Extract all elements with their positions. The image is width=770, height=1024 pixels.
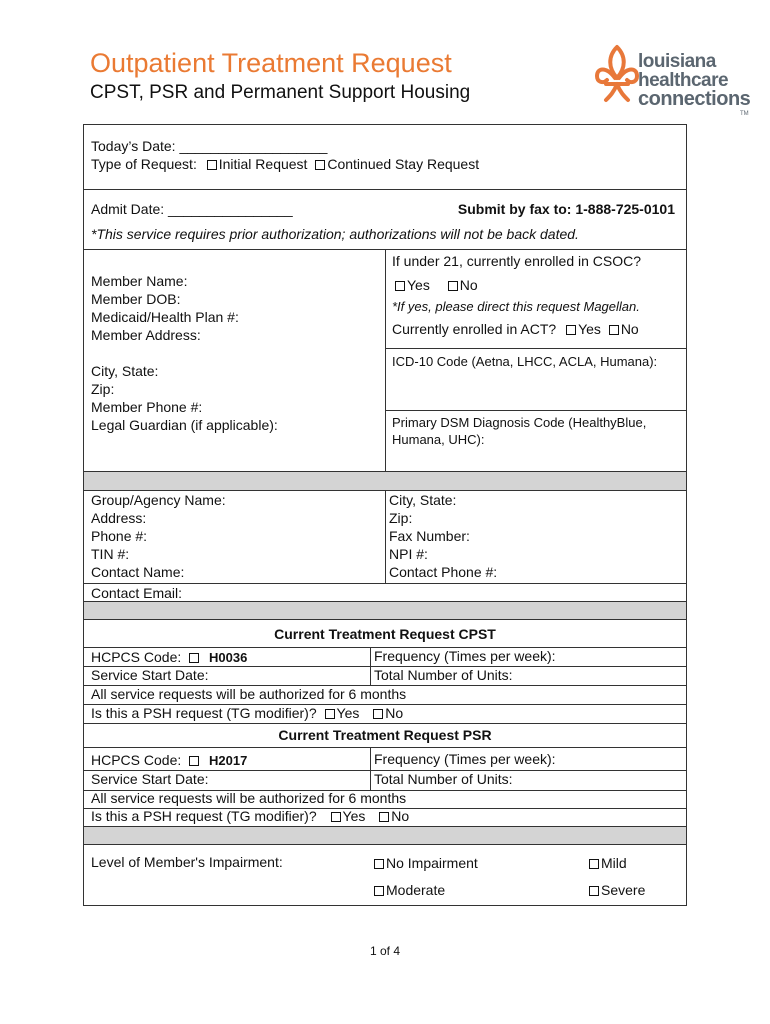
member-phone-field[interactable]: Member Phone #: — [91, 399, 203, 415]
legal-guardian-field[interactable]: Legal Guardian (if applicable): — [91, 417, 278, 433]
fleur-de-lis-icon — [594, 44, 640, 106]
request-form — [83, 124, 687, 906]
contact-phone-field[interactable]: Contact Phone #: — [389, 564, 498, 580]
agency-address-field[interactable]: Address: — [91, 510, 147, 526]
cpst-psh-row — [91, 705, 403, 722]
cpst-psh-no-checkbox[interactable] — [373, 709, 383, 719]
csoc-question: If under 21, currently enrolled in CSOC? — [392, 253, 642, 269]
agency-tin-field[interactable]: TIN #: — [91, 546, 130, 562]
psr-psh-yes-label: Yes — [342, 808, 366, 824]
cpst-heading: Current Treatment Request CPST — [274, 626, 496, 642]
divider — [84, 601, 686, 602]
act-no-checkbox[interactable] — [609, 325, 619, 335]
divider — [385, 410, 686, 411]
member-zip-field[interactable]: Zip: — [91, 381, 115, 397]
member-dob-field[interactable]: Member DOB: — [91, 291, 181, 307]
member-city-state-field[interactable]: City, State: — [91, 363, 159, 379]
csoc-no-option[interactable] — [448, 277, 478, 293]
dsm-code-field[interactable]: Primary DSM Diagnosis Code (HealthyBlue, — [392, 415, 647, 430]
logo-line-1: louisiana — [638, 51, 716, 72]
agency-zip-field[interactable]: Zip: — [389, 510, 413, 526]
form-subtitle: CPST, PSR and Permanent Support Housing — [90, 82, 471, 103]
psr-psh-question: Is this a PSH request (TG modifier)? — [91, 808, 317, 824]
psr-psh-row — [91, 808, 409, 825]
cpst-psh-no-option[interactable] — [373, 705, 403, 721]
psr-units-field[interactable]: Total Number of Units: — [374, 771, 513, 787]
agency-name-field[interactable]: Group/Agency Name: — [91, 492, 226, 508]
moderate-option[interactable] — [374, 882, 445, 899]
icd10-field[interactable]: ICD-10 Code (Aetna, LHCC, ACLA, Humana): — [392, 354, 658, 369]
initial-request-option[interactable] — [207, 156, 308, 172]
section-separator — [84, 471, 686, 490]
csoc-yes-label: Yes — [407, 277, 430, 293]
admit-date-field[interactable]: Admit Date: ________________ — [91, 201, 293, 217]
cpst-psh-yes-checkbox[interactable] — [325, 709, 335, 719]
section-separator — [84, 826, 686, 844]
dsm-code-field-line2: Humana, UHC): — [392, 432, 485, 447]
request-type-label: Type of Request: — [91, 156, 197, 172]
contact-email-field[interactable]: Contact Email: — [91, 585, 183, 601]
divider — [385, 348, 686, 349]
cpst-start-date-field[interactable]: Service Start Date: — [91, 667, 209, 683]
divider — [84, 471, 686, 472]
psr-hcpcs-label: HCPCS Code: — [91, 752, 182, 768]
logo-line-3: connections — [638, 88, 751, 110]
lhc-logo — [594, 40, 754, 122]
prior-auth-note: *This service requires prior authorization; authorizations will not be back dated. — [91, 226, 579, 242]
continued-stay-checkbox[interactable] — [315, 160, 325, 170]
psr-psh-yes-option[interactable] — [331, 808, 366, 824]
divider — [84, 826, 686, 827]
divider — [84, 583, 686, 584]
psr-psh-no-checkbox[interactable] — [379, 812, 389, 822]
request-type-row — [91, 156, 479, 173]
fax-number: Submit by fax to: 1-888-725-0101 — [457, 201, 675, 217]
act-no-option[interactable] — [609, 321, 639, 337]
cpst-hcpcs-code: H0036 — [209, 650, 248, 665]
logo-line-2: healthcare — [638, 70, 729, 91]
column-divider — [385, 249, 386, 471]
member-name-field[interactable]: Member Name: — [91, 273, 188, 289]
act-no-label: No — [620, 321, 639, 337]
no-impairment-label: No Impairment — [386, 855, 478, 871]
initial-request-checkbox[interactable] — [207, 160, 217, 170]
psr-psh-yes-checkbox[interactable] — [331, 812, 341, 822]
csoc-yes-option[interactable] — [395, 277, 430, 293]
psr-frequency-field[interactable]: Frequency (Times per week): — [374, 751, 556, 767]
act-row — [392, 321, 639, 338]
agency-city-state-field[interactable]: City, State: — [389, 492, 457, 508]
csoc-options — [395, 277, 478, 294]
severe-option[interactable] — [589, 882, 645, 899]
psr-heading: Current Treatment Request PSR — [278, 727, 492, 743]
psr-hcpcs-code: H2017 — [209, 753, 248, 768]
todays-date-field[interactable]: Today’s Date: ___________________ — [91, 138, 328, 154]
severe-checkbox[interactable] — [589, 886, 599, 896]
cpst-psh-question: Is this a PSH request (TG modifier)? — [91, 705, 317, 721]
act-yes-label: Yes — [578, 321, 601, 337]
cpst-hcpcs-checkbox[interactable] — [189, 653, 199, 663]
act-question: Currently enrolled in ACT? — [392, 321, 557, 337]
no-impairment-checkbox[interactable] — [374, 859, 384, 869]
divider — [84, 747, 686, 748]
member-address-field[interactable]: Member Address: — [91, 327, 201, 343]
continued-stay-option[interactable] — [315, 156, 479, 172]
page-number: 1 of 4 — [369, 944, 401, 958]
mild-checkbox[interactable] — [589, 859, 599, 869]
psr-hcpcs-row — [91, 752, 247, 769]
psr-hcpcs-checkbox[interactable] — [189, 756, 199, 766]
psr-start-date-field[interactable]: Service Start Date: — [91, 771, 209, 787]
continued-stay-label: Continued Stay Request — [327, 156, 480, 172]
divider — [84, 844, 686, 845]
cpst-psh-yes-label: Yes — [336, 705, 360, 721]
psr-psh-no-label: No — [391, 808, 410, 824]
column-divider — [370, 747, 371, 790]
column-divider — [385, 490, 386, 583]
csoc-yes-checkbox[interactable] — [395, 281, 405, 291]
initial-request-label: Initial Request — [218, 156, 308, 172]
trademark: TM — [740, 111, 749, 117]
cpst-hcpcs-row — [91, 649, 247, 666]
csoc-no-checkbox[interactable] — [448, 281, 458, 291]
agency-phone-field[interactable]: Phone #: — [91, 528, 148, 544]
cpst-hcpcs-label: HCPCS Code: — [91, 649, 182, 665]
divider — [84, 619, 686, 620]
severe-label: Severe — [601, 882, 646, 898]
contact-name-field[interactable]: Contact Name: — [91, 564, 185, 580]
section-separator — [84, 601, 686, 619]
psr-auth-note: All service requests will be authorized for 6 months — [91, 790, 407, 806]
agency-npi-field[interactable]: NPI #: — [389, 546, 428, 562]
cpst-auth-note: All service requests will be authorized for 6 months — [91, 686, 407, 702]
impairment-label: Level of Member's Impairment: — [91, 854, 283, 870]
magellan-note: *If yes, please direct this request Magellan. — [392, 299, 640, 314]
cpst-psh-no-label: No — [385, 705, 404, 721]
psr-psh-no-option[interactable] — [379, 808, 409, 824]
cpst-frequency-field[interactable]: Frequency (Times per week): — [374, 648, 556, 664]
cpst-psh-yes-option[interactable] — [325, 705, 360, 721]
no-impairment-option[interactable] — [374, 855, 478, 872]
agency-fax-field[interactable]: Fax Number: — [389, 528, 470, 544]
moderate-checkbox[interactable] — [374, 886, 384, 896]
mild-label: Mild — [601, 855, 627, 871]
act-yes-option[interactable] — [566, 321, 601, 337]
divider — [84, 723, 686, 724]
cpst-units-field[interactable]: Total Number of Units: — [374, 667, 513, 683]
mild-option[interactable] — [589, 855, 627, 872]
form-title: Outpatient Treatment Request — [90, 48, 452, 78]
moderate-label: Moderate — [386, 882, 446, 898]
act-yes-checkbox[interactable] — [566, 325, 576, 335]
csoc-no-label: No — [459, 277, 478, 293]
divider — [84, 189, 686, 190]
medicaid-field[interactable]: Medicaid/Health Plan #: — [91, 309, 239, 325]
